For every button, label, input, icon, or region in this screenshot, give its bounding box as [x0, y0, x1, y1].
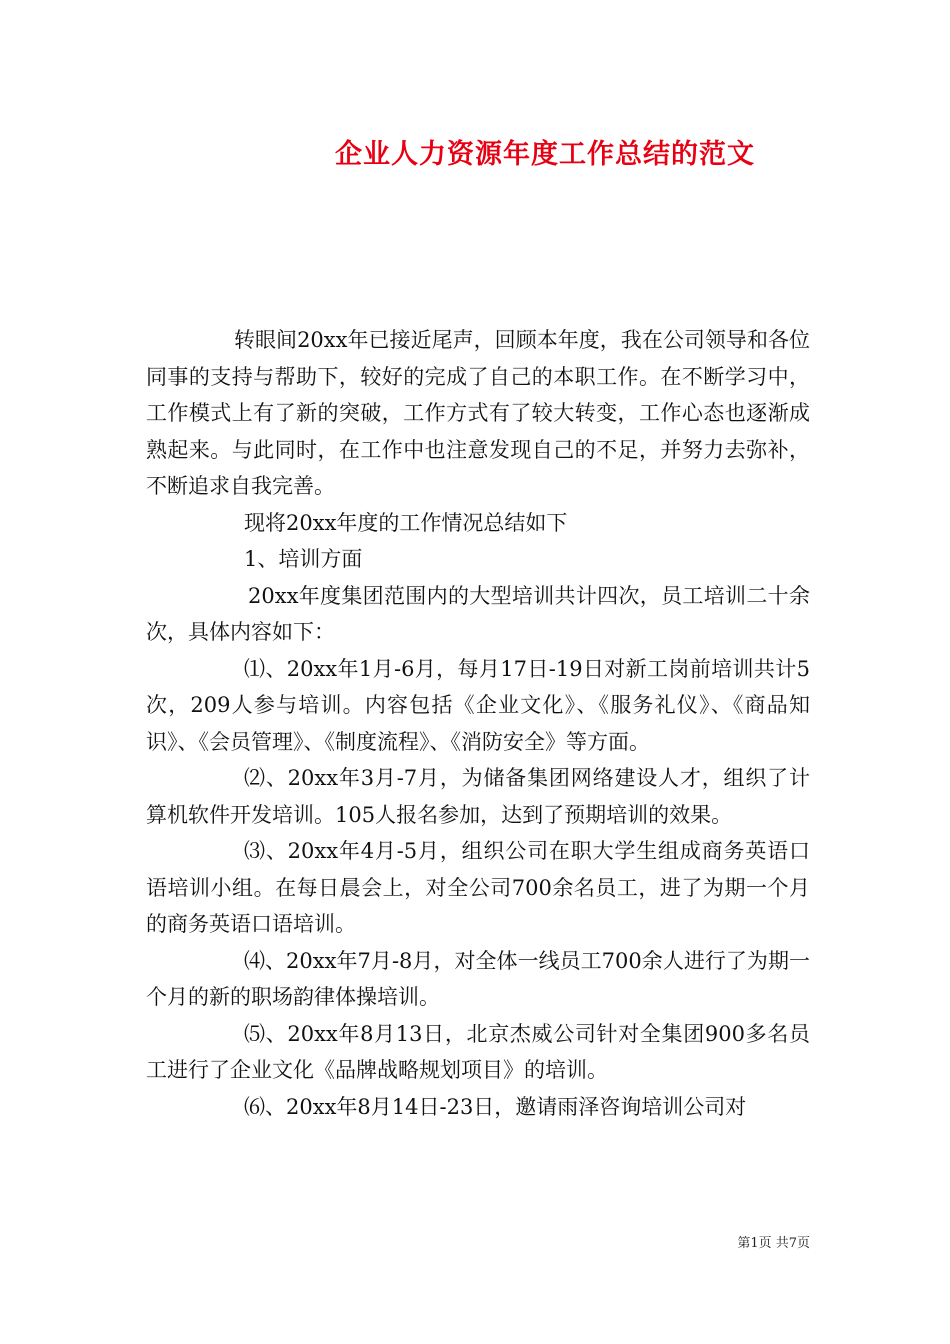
training-overview: 20xx年度集团范围内的大型培训共计四次，员工培训二十余次，具体内容如下： [146, 583, 810, 644]
training-item-6: ⑹、20xx年8月14日-23日，邀请雨泽咨询培训公司对 [244, 1094, 747, 1119]
summary-intro: 现将20xx年度的工作情况总结如下 [244, 510, 568, 535]
document-title: 企业人力资源年度工作总结的范文 [335, 139, 755, 170]
training-item-5: ⑸、20xx年8月13日，北京杰威公司针对全集团900多名员工进行了企业文化《品牌战略规划项目》的培训。 [146, 1021, 810, 1082]
training-item-3: ⑶、20xx年4月-5月，组织公司在职大学生组成商务英语口语培训小组。在每日晨会上，对全公司700余名员工，进了为期一个月的商务英语口语培训。 [146, 839, 810, 936]
training-item-1: ⑴、20xx年1月-6月，每月17日-19日对新工岗前培训共计5次，209人参与培训。内容包括《企业文化》、《服务礼仪》、《商品知识》、《会员管理》、《制度流程》、《消防安全》等方面。 [146, 656, 810, 754]
document-body [146, 322, 810, 1125]
page-number: 第1页 共7页 [737, 1236, 810, 1251]
intro-paragraph: 转眼间20xx年已接近尾声，回顾本年度，我在公司领导和各位同事的支持与帮助下，较好的完成了自己的本职工作。在不断学习中，工作模式上有了新的突破，工作方式有了较大转变，工作心态也逐渐成熟起来。与此同时，在工作中也注意发现自己的不足，并努力去弥补，不断追求自我完善。 [146, 328, 810, 498]
training-item-4: ⑷、20xx年7月-8月，对全体一线员工700余人进行了为期一个月的新的职场韵律体操培训。 [146, 948, 810, 1009]
section-heading-training: 1、培训方面 [244, 547, 363, 571]
training-item-2: ⑵、20xx年3月-7月，为储备集团网络建设人才，组织了计算机软件开发培训。105人报名参加，达到了预期培训的效果。 [146, 766, 810, 827]
